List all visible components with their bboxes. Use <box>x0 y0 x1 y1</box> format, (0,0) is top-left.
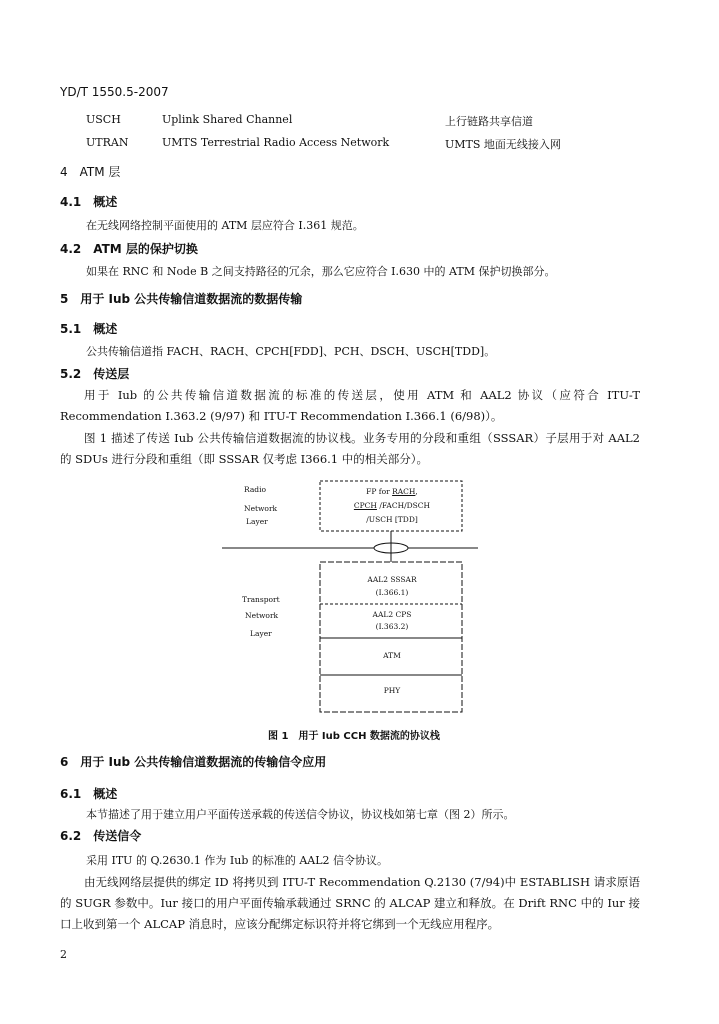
section-4-heading: 4 ATM 层 <box>60 165 121 179</box>
section-5-1-text: 公共传输信道指 FACH、RACH、CPCH[FDD]、PCH、DSCH、USCH[TDD]。 <box>86 345 496 358</box>
phy-layer-label: PHY <box>383 686 401 695</box>
section-4-1-text: 在无线网络控制平面使用的 ATM 层应符合 I.361 规范。 <box>86 219 364 232</box>
aal2-sssar-label: AAL2 SSSAR <box>367 575 417 584</box>
abbr-utran-zh: UMTS 地面无线接入网 <box>445 138 561 151</box>
section-6-1-text: 本节描述了用于建立用户平面传送承载的传送信令协议，协议栈如第七章（图 2）所示。 <box>86 808 515 821</box>
aal2-sssar-ref: (I.366.1) <box>375 588 409 597</box>
abbr-usch: USCH <box>86 113 121 126</box>
section-4-1-heading: 4.1 概述 <box>60 195 118 209</box>
section-5-2-paragraph-1: 用于 Iub 的公共传输信道数据流的标准的传送层，使用 ATM 和 AAL2 协议（应符合 ITU-T Recommendation I.363.2 (9/97) 和 ITU-T Recommendation I.366.1 (6/98)）。 <box>60 388 640 423</box>
radio-network-layer-label: Radio Network Layer <box>244 485 278 526</box>
section-5-heading: 5 用于 Iub 公共传输信道数据流的数据传输 <box>60 292 303 306</box>
section-5-2-heading: 5.2 传送层 <box>60 367 130 381</box>
page-number: 2 <box>60 948 67 961</box>
section-4-2-heading: 4.2 ATM 层的保护切换 <box>60 242 198 256</box>
document-id: YD/T 1550.5-2007 <box>60 85 169 99</box>
section-6-1-heading: 6.1 概述 <box>60 787 118 801</box>
atm-layer-label: ATM <box>383 651 401 660</box>
fp-line-2: CPCH /FACH/DSCH <box>353 501 431 510</box>
abbr-usch-en: Uplink Shared Channel <box>162 113 293 126</box>
abbr-utran-en: UMTS Terrestrial Radio Access Network <box>162 136 390 149</box>
section-6-heading: 6 用于 Iub 公共传输信道数据流的传输信令应用 <box>60 755 327 769</box>
aal2-cps-ref: (I.363.2) <box>375 622 409 631</box>
aal2-cps-label: AAL2 CPS <box>372 610 412 619</box>
fp-line-1: FP for RACH, <box>366 487 418 496</box>
transport-network-layer-label: Transport Network Layer <box>242 595 280 638</box>
section-6-2-paragraph-1: 采用 ITU 的 Q.2630.1 作为 Iub 的标准的 AAL2 信令协议。 <box>86 854 389 867</box>
section-4-2-text: 如果在 RNC 和 Node B 之间支持路径的冗余，那么它应符合 I.630 中的 ATM 保护切换部分。 <box>86 265 556 278</box>
section-5-1-heading: 5.1 概述 <box>60 322 118 336</box>
abbr-usch-zh: 上行链路共享信道 <box>445 115 533 128</box>
section-6-2-heading: 6.2 传送信令 <box>60 829 142 843</box>
section-6-2-paragraph-2: 由无线网络层提供的绑定 ID 将拷贝到 ITU-T Recommendation Q.2130 (7/94)中 ESTABLISH 请求原语的 SUGR 参数中。Iur 接口的用户平面传输承载通过 SRNC 的 ALCAP 建立和释放。在 Drift RNC 中的 Iur 接口上收到第一个 ALCAP 消息时，应该分配绑定标识符并将它绑到一个无线应用程序。 <box>60 875 640 931</box>
abbr-utran: UTRAN <box>86 136 129 149</box>
figure-1-caption: 图 1 用于 Iub CCH 数据流的协议栈 <box>268 731 440 742</box>
fp-line-3: /USCH [TDD] <box>366 515 418 524</box>
section-5-2-paragraph-2: 图 1 描述了传送 Iub 公共传输信道数据流的协议栈。业务专用的分段和重组（SSSAR）子层用于对 AAL2 的 SDUs 进行分段和重组（即 SSSAR 仅考虑 I366.1 中的相关部分）。 <box>60 431 640 466</box>
